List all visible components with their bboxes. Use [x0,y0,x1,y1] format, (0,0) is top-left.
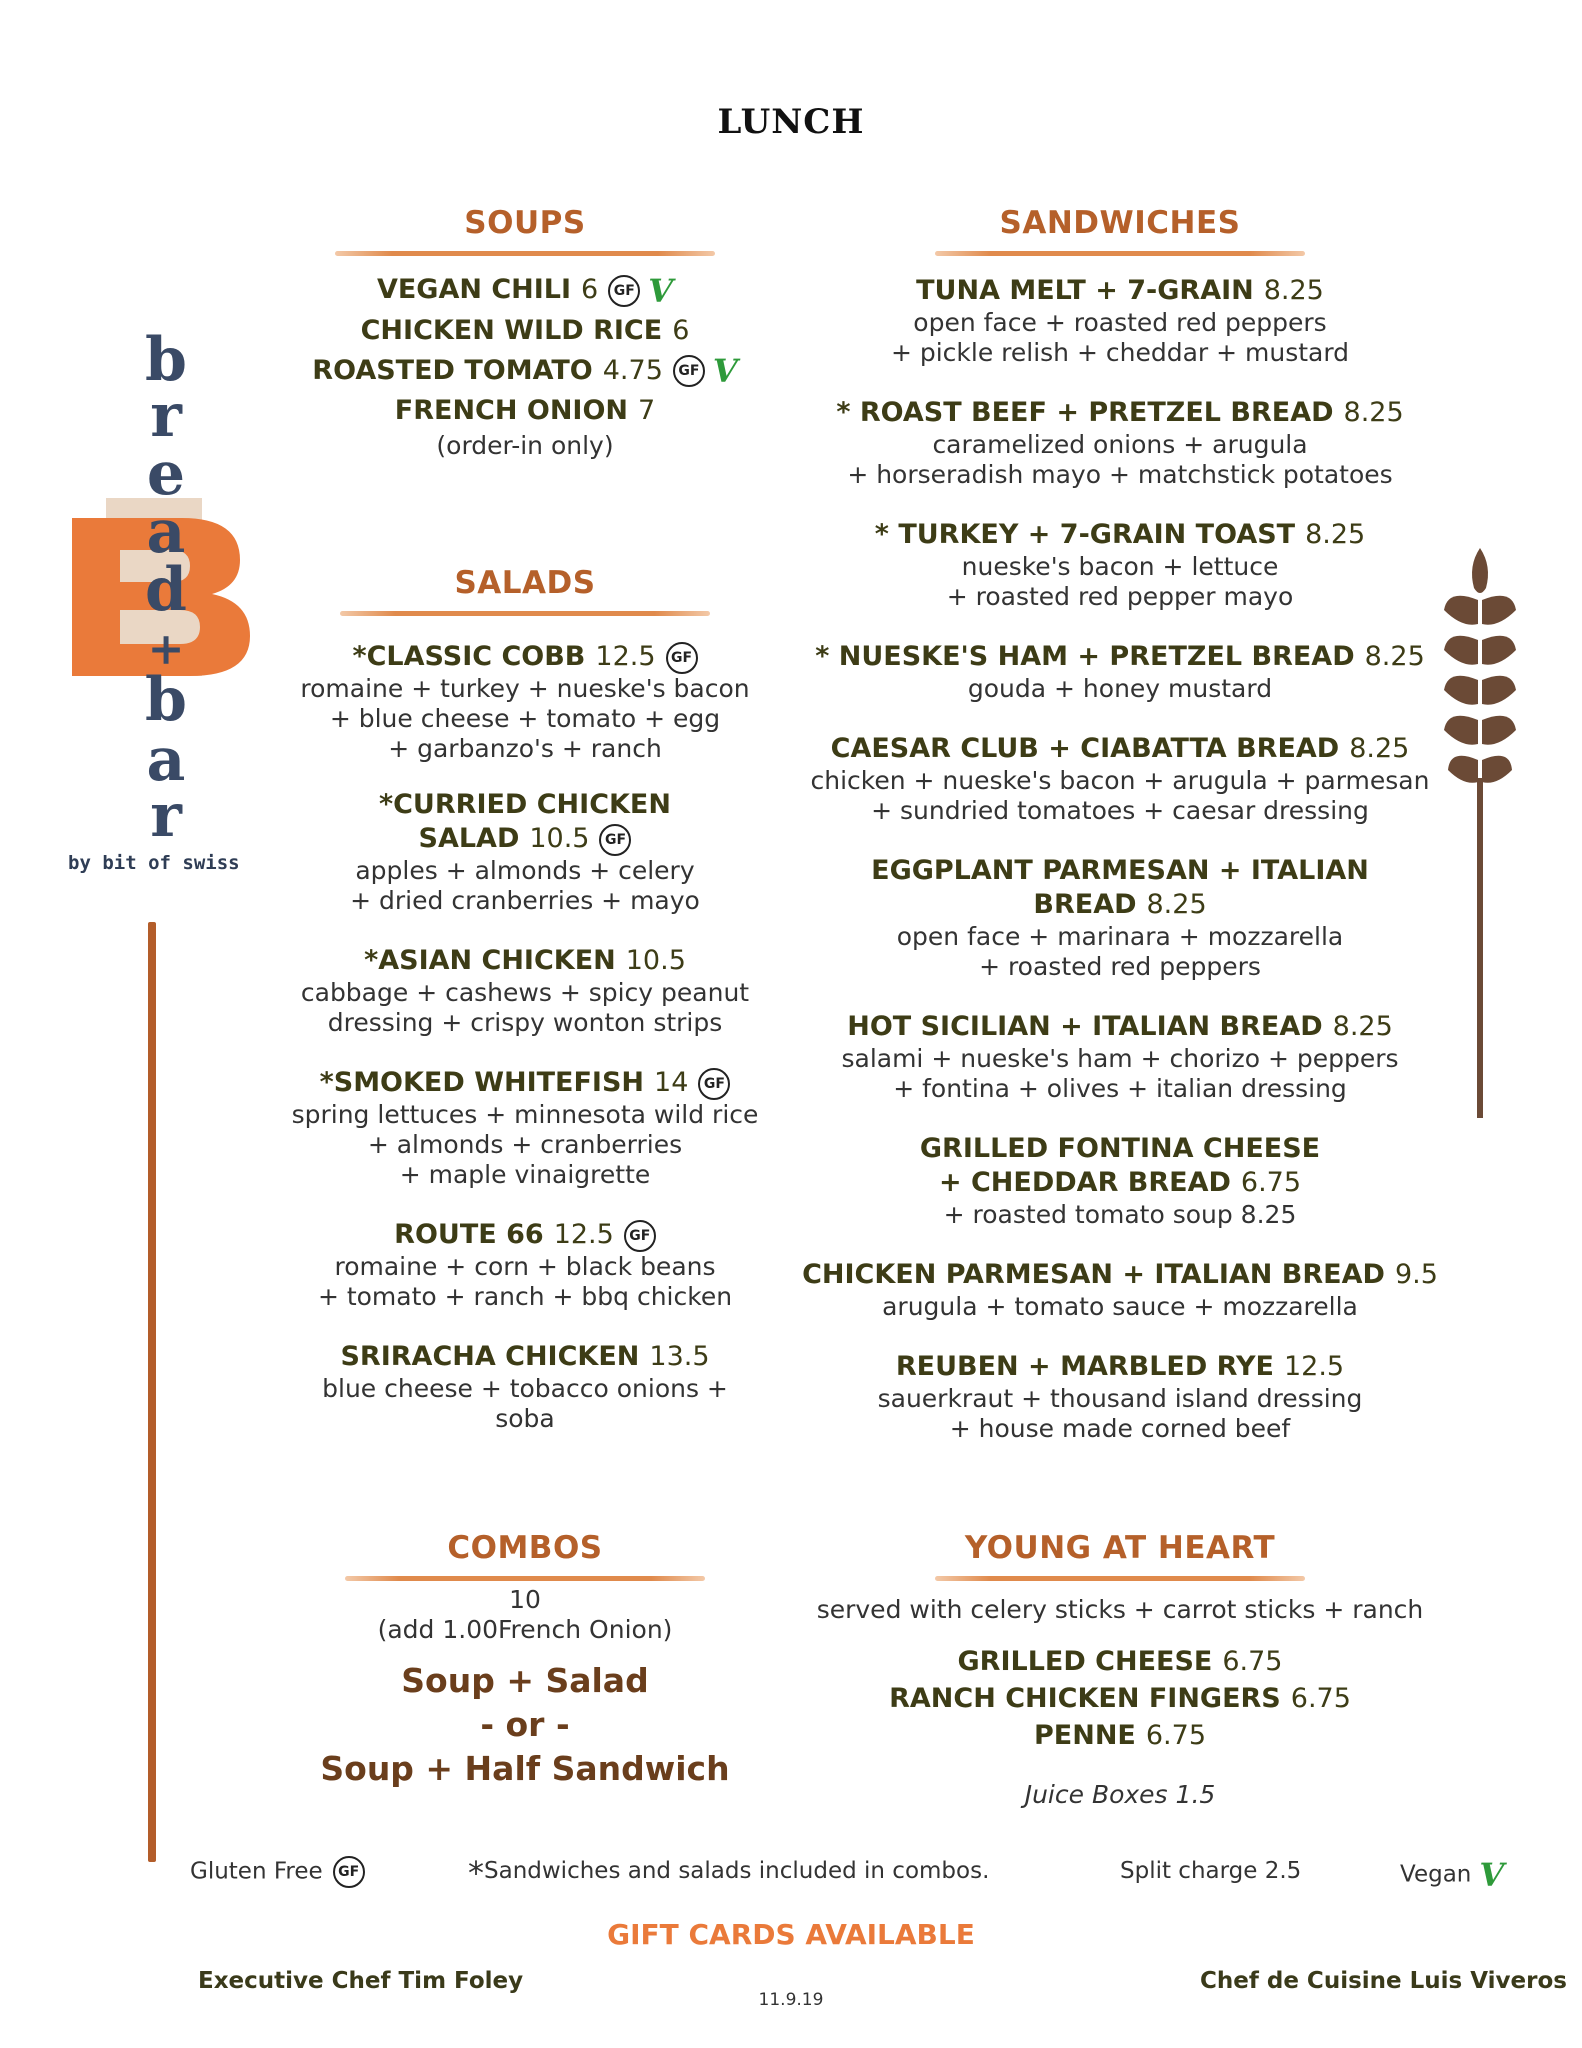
item-name: * ROAST BEEF + PRETZEL BREAD [836,397,1334,428]
item-name: GRILLED CHEESE [957,1646,1213,1677]
sandwich-item [800,1010,1440,1104]
item-desc: + dried cranberries + mayo [350,886,700,915]
soups-heading: SOUPS [464,205,586,241]
gluten-free-icon: GF [333,1856,365,1888]
kids-item [800,1643,1440,1680]
chef-de-cuisine: Chef de Cuisine Luis Viveros [1200,1968,1567,1994]
gluten-free-icon: GF [599,824,631,856]
logo-tagline: by bit of swiss [68,852,240,874]
item-desc: + maple vinaigrette [399,1160,651,1189]
salad-item [290,1340,760,1434]
item-desc: arugula + tomato sauce + mozzarella [882,1292,1358,1321]
item-name: RANCH CHICKEN FINGERS [889,1683,1281,1714]
juice-boxes: Juice Boxes 1.5 [1024,1780,1216,1809]
soup-note: (order-in only) [436,431,614,460]
menu-date: 11.9.19 [758,1990,824,2010]
split-charge: Split charge 2.5 [1120,1858,1302,1884]
sandwiches-section [800,205,1440,1444]
young-intro: served with celery sticks + carrot sticks + ranch [816,1595,1424,1624]
logo-letter: a [146,497,186,567]
salad-item [290,1066,760,1190]
young-at-heart-section [800,1530,1440,1810]
item-price: 8.25 [1343,397,1404,428]
item-name: * TURKEY + 7-GRAIN TOAST [874,519,1296,550]
sandwiches-heading: SANDWICHES [999,205,1241,241]
item-price: 12.5 [1283,1351,1345,1382]
item-desc: + garbanzo's + ranch [388,734,662,763]
young-heading: YOUNG AT HEART [964,1530,1276,1566]
sandwich-item [800,1258,1440,1322]
gluten-free-label: Gluten Free [190,1858,323,1885]
item-desc: + house made corned beef [949,1414,1291,1443]
item-name: ROASTED TOMATO [312,354,593,386]
logo-letter: r [150,781,182,851]
item-name: CAESAR CLUB + CIABATTA BREAD [830,733,1340,764]
item-desc: dressing + crispy wonton strips [327,1008,723,1037]
item-name-line2: + CHEDDAR BREAD [938,1167,1231,1198]
item-price: 7 [638,395,656,426]
vegan-icon: V [712,352,738,390]
item-desc: open face + marinara + mozzarella [896,922,1344,951]
item-desc: romaine + turkey + nueske's bacon [300,674,750,703]
kids-item [800,1680,1440,1717]
salads-section [290,565,760,1434]
item-name: *SMOKED WHITEFISH [319,1067,645,1098]
item-desc: sauerkraut + thousand island dressing [877,1384,1363,1413]
item-desc: blue cheese + tobacco onions + soba [322,1374,728,1433]
item-price: 10.5 [625,945,686,976]
item-name: CHICKEN PARMESAN + ITALIAN BREAD [802,1259,1385,1290]
section-rule [935,1576,1305,1581]
gluten-free-icon: GF [698,1068,730,1100]
item-name: *CLASSIC COBB [352,641,586,672]
item-desc: + roasted red peppers [979,952,1261,981]
gluten-free-legend [190,1856,365,1888]
item-price: 8.25 [1349,733,1410,764]
salad-item [290,944,760,1038]
item-desc: + fontina + olives + italian dressing [893,1074,1347,1103]
item-name: * NUESKE'S HAM + PRETZEL BREAD [815,641,1355,672]
gluten-free-icon: GF [673,355,705,387]
vegan-label: Vegan [1400,1861,1472,1888]
item-price: 8.25 [1146,889,1207,920]
combo-or: - or - [480,1705,570,1744]
item-desc: spring lettuces + minnesota wild rice [291,1100,759,1129]
soup-item [310,311,740,351]
section-rule [935,251,1305,256]
item-price: 9.5 [1394,1259,1438,1290]
combos-footnote-text: Sandwiches and salads included in combos. [484,1858,990,1884]
item-price: 6.75 [1222,1646,1283,1677]
item-desc: + roasted red pepper mayo [946,582,1294,611]
combo-note: (add 1.00French Onion) [377,1615,673,1644]
item-name: *ASIAN CHICKEN [364,945,616,976]
item-price: 6.75 [1145,1720,1206,1751]
section-rule [345,1576,705,1581]
wheat-icon [1440,548,1520,1118]
gluten-free-icon: GF [608,275,640,307]
item-name: REUBEN + MARBLED RYE [895,1351,1274,1382]
item-desc: apples + almonds + celery [355,856,695,885]
item-name: *CURRIED CHICKEN SALAD [379,789,671,854]
item-desc: open face + roasted red peppers [913,308,1327,337]
combos-footnote [468,1854,989,1892]
executive-chef: Executive Chef Tim Foley [198,1968,524,1994]
item-name: PENNE [1034,1720,1136,1751]
menu-title: LUNCH [717,102,865,142]
logo-letter: r [150,381,182,451]
combo-option-2: Soup + Half Sandwich [320,1749,730,1788]
item-desc: chicken + nueske's bacon + arugula + parmesan [810,766,1430,795]
item-name: EGGPLANT PARMESAN + ITALIAN BREAD [871,855,1369,920]
soups-section [310,205,740,461]
sandwich-item [800,640,1440,704]
item-price: 12.5 [553,1219,614,1250]
item-desc: + tomato + ranch + bbq chicken [317,1282,733,1311]
salad-item [290,788,760,916]
item-desc: cabbage + cashews + spicy peanut [300,978,750,1007]
salad-item [290,1218,760,1312]
combos-heading: COMBOS [447,1530,603,1566]
soup-item [310,391,740,431]
item-desc: + blue cheese + tomato + egg [329,704,721,733]
sandwich-item [800,518,1440,612]
item-desc: nueske's bacon + lettuce [961,552,1279,581]
section-rule [335,251,715,256]
bread-bar-logo [60,325,260,890]
item-desc: romaine + corn + black beans [334,1252,716,1281]
logo-letter: + [147,624,185,675]
item-desc: + pickle relish + cheddar + mustard [890,338,1350,367]
item-name: HOT SICILIAN + ITALIAN BREAD [847,1011,1323,1042]
item-desc: salami + nueske's ham + chorizo + peppers [841,1044,1399,1073]
combo-option-1: Soup + Salad [401,1661,649,1700]
kids-item [800,1717,1440,1754]
item-desc: + horseradish mayo + matchstick potatoes [847,460,1393,489]
sandwich-item [800,1350,1440,1444]
gift-cards-banner: GIFT CARDS AVAILABLE [607,1918,975,1951]
sandwich-item [800,732,1440,826]
item-price: 6.75 [1290,1683,1351,1714]
item-desc: + almonds + cranberries [367,1130,683,1159]
combo-price: 10 [509,1585,541,1614]
salads-heading: SALADS [454,565,596,601]
item-name: TUNA MELT + 7-GRAIN [916,275,1254,306]
item-price: 8.25 [1364,641,1425,672]
item-desc: caramelized onions + arugula [932,430,1308,459]
salad-item [290,640,760,764]
item-price: 6 [581,274,599,305]
item-desc: + sundried tomatoes + caesar dressing [871,796,1369,825]
vegan-legend [1400,1856,1504,1894]
item-price: 10.5 [529,823,590,854]
gluten-free-icon: GF [624,1220,656,1252]
item-desc: + roasted tomato soup 8.25 [943,1200,1297,1229]
item-desc: gouda + honey mustard [967,674,1273,703]
sandwich-item [800,854,1440,982]
sandwich-item [800,396,1440,490]
item-price: 14 [654,1067,689,1098]
combos-section [310,1530,740,1791]
asterisk: * [468,1854,484,1892]
soup-item [310,270,740,311]
logo-letter: b [145,665,187,735]
soup-item [310,351,740,392]
item-price: 8.25 [1332,1011,1393,1042]
item-price: 8.25 [1305,519,1366,550]
item-price: 12.5 [595,641,656,672]
item-price: 8.25 [1263,275,1324,306]
sandwich-item [800,274,1440,368]
item-name: VEGAN CHILI [376,274,572,305]
logo-letter: b [145,325,187,395]
item-price: 6 [672,314,690,346]
item-price: 13.5 [649,1341,710,1372]
vegan-icon: V [648,271,674,310]
item-name: FRENCH ONION [394,395,629,426]
item-price: 4.75 [602,354,663,386]
logo-letter: a [146,725,186,795]
sandwich-item [800,1132,1440,1230]
item-name: CHICKEN WILD RICE [360,314,663,346]
gluten-free-icon: GF [666,642,698,674]
section-rule [340,611,710,616]
logo-letter: e [146,439,186,509]
vegan-icon: V [1479,1856,1505,1894]
item-name: SRIRACHA CHICKEN [340,1341,640,1372]
logo-letter: d [145,555,187,625]
vertical-divider [148,922,156,1862]
item-name: ROUTE 66 [394,1219,544,1250]
item-price: 6.75 [1240,1167,1302,1198]
item-name: GRILLED FONTINA CHEESE [919,1133,1321,1164]
